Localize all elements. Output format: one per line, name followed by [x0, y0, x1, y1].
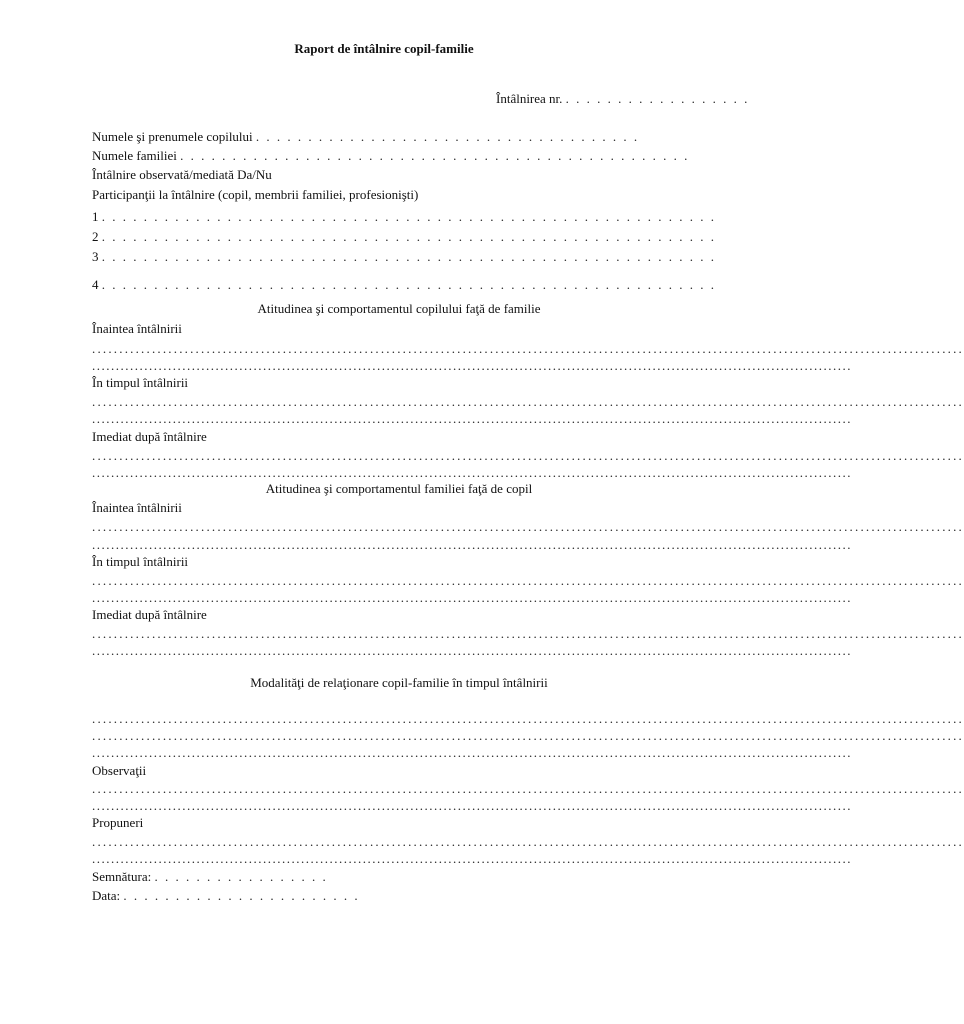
blank-line: ................................................................................................................................................................	[92, 798, 852, 813]
meeting-number-fill: . . . . . . . . . . . . . . . . . .	[565, 91, 750, 106]
blank-line: ................................................................................................................................................................	[92, 728, 964, 743]
child-name-fill: . . . . . . . . . . . . . . . . . . . . . . . . . . . . . . . . . . . . .	[255, 129, 640, 144]
participant-fill: . . . . . . . . . . . . . . . . . . . . . . . . . . . . . . . . . . . . . . . . . . . . . . . . . . . . . . . . . . .	[101, 249, 716, 264]
before-meeting-label: Înaintea întâlnirii	[92, 500, 182, 515]
blank-line: ................................................................................................................................................................	[92, 851, 852, 866]
signature-label: Semnătura:	[92, 869, 152, 884]
observations-label: Observaţii	[92, 763, 147, 778]
blank-line: ................................................................................................................................................................	[92, 590, 852, 605]
section-heading-family-attitude: Atitudinea şi comportamentul familiei faţă de copil	[265, 481, 533, 496]
blank-line: ................................................................................................................................................................	[92, 834, 964, 849]
signature-fill: . . . . . . . . . . . . . . . . .	[154, 869, 328, 884]
before-meeting-label: Înaintea întâlnirii	[92, 321, 182, 336]
participant-fill: . . . . . . . . . . . . . . . . . . . . . . . . . . . . . . . . . . . . . . . . . . . . . . . . . . . . . . . . . . .	[101, 277, 716, 292]
signature-field	[92, 868, 328, 886]
blank-line: ................................................................................................................................................................	[92, 573, 964, 588]
date-field	[92, 887, 360, 905]
observed-meeting-label: Întâlnire observată/mediată Da/Nu	[92, 167, 272, 182]
proposals-label: Propuneri	[92, 815, 144, 830]
date-fill: . . . . . . . . . . . . . . . . . . . . . . .	[123, 888, 360, 903]
blank-line: ................................................................................................................................................................	[92, 626, 964, 641]
blank-line: ................................................................................................................................................................	[92, 358, 852, 373]
blank-line: ................................................................................................................................................................	[92, 394, 964, 409]
participants-label: Participanţii la întâlnire (copil, membrii familiei, profesionişti)	[92, 187, 419, 202]
blank-line: ................................................................................................................................................................	[92, 711, 964, 726]
participant-number: 1	[92, 209, 99, 224]
participant-line	[92, 228, 716, 246]
blank-line: ................................................................................................................................................................	[92, 341, 964, 356]
child-name-label: Numele şi prenumele copilului	[92, 129, 253, 144]
participant-line	[92, 248, 716, 266]
participant-line	[92, 276, 716, 294]
family-name-field	[92, 147, 689, 165]
blank-line: ................................................................................................................................................................	[92, 411, 852, 426]
blank-line: ................................................................................................................................................................	[92, 745, 852, 760]
participant-number: 4	[92, 277, 99, 292]
during-meeting-label: În timpul întâlnirii	[92, 375, 189, 390]
blank-line: ................................................................................................................................................................	[92, 465, 852, 480]
section-heading-child-attitude: Atitudinea şi comportamentul copilului faţă de familie	[257, 301, 541, 316]
family-name-label: Numele familiei	[92, 148, 177, 163]
meeting-number-label: Întâlnirea nr.	[496, 91, 563, 106]
child-name-field	[92, 128, 639, 146]
participant-fill: . . . . . . . . . . . . . . . . . . . . . . . . . . . . . . . . . . . . . . . . . . . . . . . . . . . . . . . . . . .	[101, 229, 716, 244]
document-title: Raport de întâlnire copil-familie	[294, 41, 474, 56]
meeting-number-field	[496, 90, 749, 108]
blank-line: ................................................................................................................................................................	[92, 781, 964, 796]
participant-fill: . . . . . . . . . . . . . . . . . . . . . . . . . . . . . . . . . . . . . . . . . . . . . . . . . . . . . . . . . . .	[101, 209, 716, 224]
blank-line: ................................................................................................................................................................	[92, 537, 852, 552]
family-name-fill: . . . . . . . . . . . . . . . . . . . . . . . . . . . . . . . . . . . . . . . . . . . . . . . . .	[180, 148, 690, 163]
during-meeting-label: În timpul întâlnirii	[92, 554, 189, 569]
after-meeting-label: Imediat după întâlnire	[92, 429, 207, 444]
section-heading-relationship: Modalităţi de relaţionare copil-familie în timpul întâlnirii	[250, 675, 548, 690]
blank-line: ................................................................................................................................................................	[92, 643, 852, 658]
after-meeting-label: Imediat după întâlnire	[92, 607, 207, 622]
blank-line: ................................................................................................................................................................	[92, 448, 964, 463]
participant-line	[92, 208, 716, 226]
blank-line: ................................................................................................................................................................	[92, 519, 964, 534]
participant-number: 3	[92, 249, 99, 264]
participant-number: 2	[92, 229, 99, 244]
date-label: Data:	[92, 888, 121, 903]
